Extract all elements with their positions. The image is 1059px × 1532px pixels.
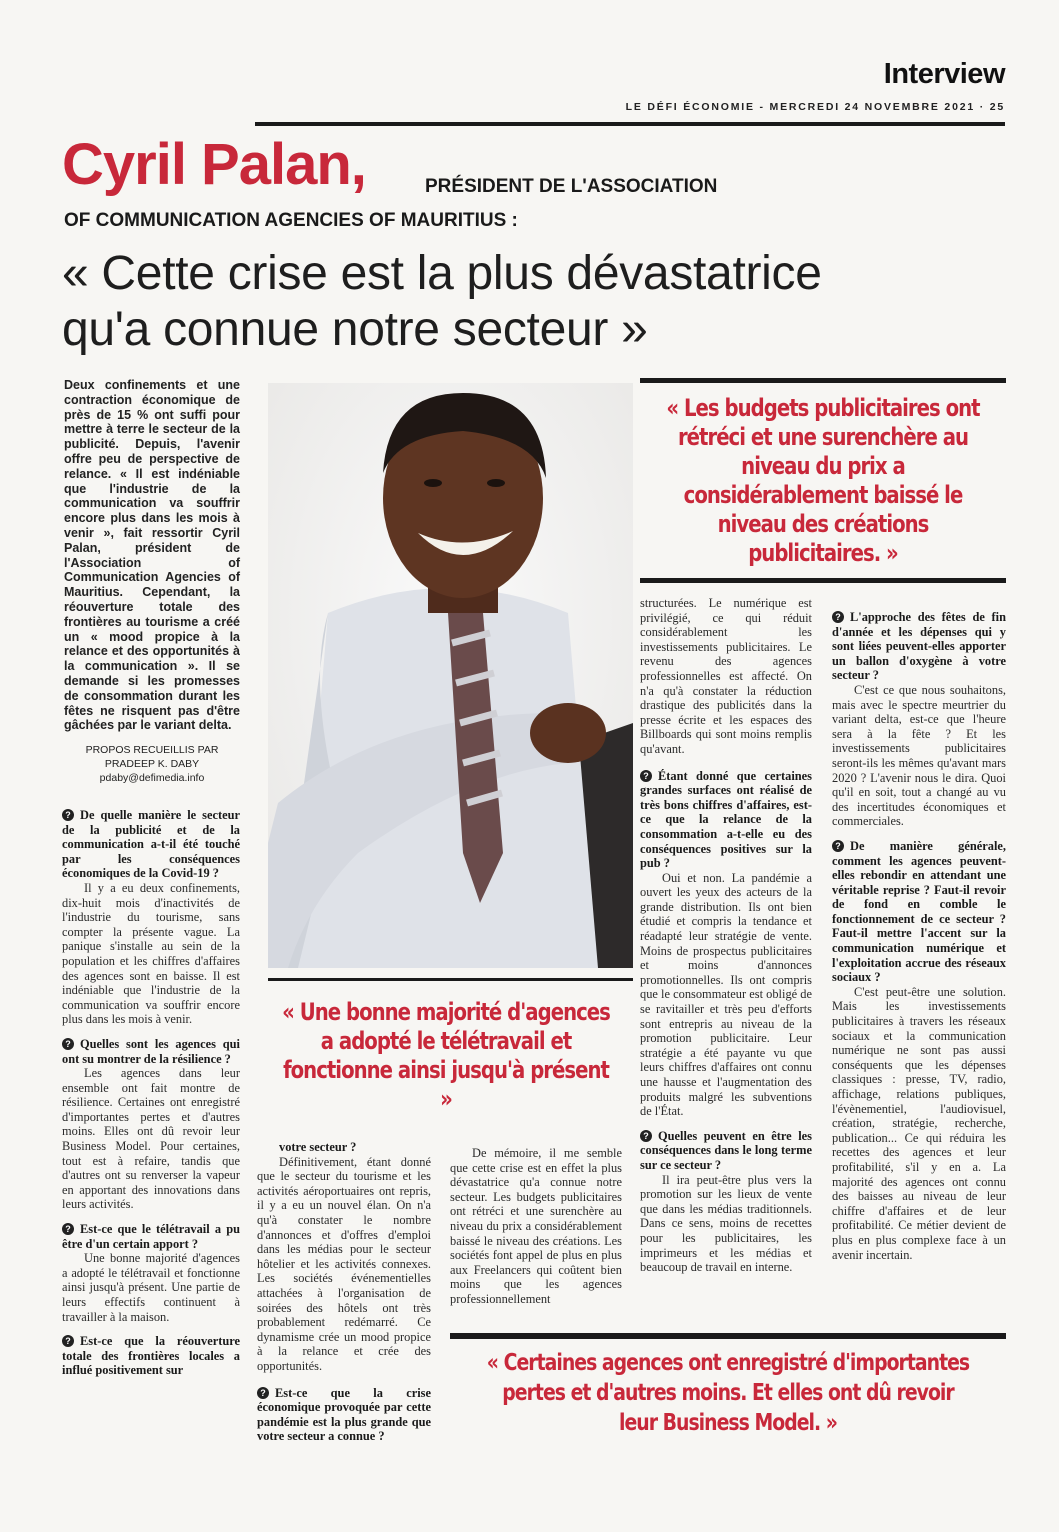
question-icon: ? [832,840,844,852]
interviewee-role-line2: OF COMMUNICATION AGENCIES OF MAURITIUS : [64,210,518,231]
question-8: ? L'approche des fêtes de fin d'année et les dépenses qui y sont liées peuvent-elles apporter un ballon d'oxygène à votre secteur ? [832,610,1006,683]
portrait-photo-icon [268,383,633,968]
column-2 [257,1140,431,1444]
headline [62,246,1022,358]
question-1: ? De quelle manière le secteur de la publicité et de la communication a-t-il été touché par les conséquences économiques de la Covid-19 ? [62,808,240,881]
byline [64,743,240,785]
question-7: ? Quelles peuvent en être les conséquences dans le long terme sur ce secteur ? [640,1128,812,1172]
column-1 [62,808,240,1378]
answer-8: C'est ce que nous souhaitons, mais avec le spectre meurtrier du variant delta, est-ce que l'heure sera à la fête ? Et les investissements publicitaires seront-ils les mêmes qu'avant mars 2020 ? L'avenir nous le dira. Quoi qu'il en soit, tout a changé au vu des incertitudes économiques et commerciales. [832,682,1006,829]
byline-line1: PROPOS RECUEILLIS PAR [85,744,219,756]
photo-rule [268,978,633,981]
question-icon: ? [62,1335,74,1347]
question-icon: ? [832,611,844,623]
question-icon: ? [257,1387,269,1399]
column-4 [640,596,812,1275]
question-icon: ? [62,1223,74,1235]
column-3 [450,1146,622,1307]
question-4: ? Est-ce que la réouverture totale des frontières locales a influé positivement sur [62,1334,240,1378]
pullquote-middle: « Une bonne majorité d'agences a adopté le télétravail et fonctionne ainsi jusqu'à présent » [282,998,610,1113]
pullquote-bottom-rule [450,1333,1006,1339]
answer-5-continued: structurées. Le numérique est privilégié, ce qui réduit considérablement les investissements publicitaires. Le revenu des agences professionnelles est affecté. On n'a qu'à constater la réduction drastique des publicités dans la presse écrite et les espaces des Billboards qui sont moins remplis qu'avant. [640,596,812,756]
header-rule [255,122,1005,126]
pullquote-top-bottom-rule [640,578,1006,583]
pullquote-top-rule [640,378,1006,383]
pullquote-top-right: « Les budgets publicitaires ont rétréci et une surenchère au niveau du prix a considérablement baissé le niveau des créations publicitaires. » [666,394,980,567]
question-icon: ? [640,770,652,782]
answer-4: Définitivement, étant donné que le secteur du tourisme et les activités aéroportuaires ont repris, il y a eu un nouvel élan. On n'a qu'à constater le nombre d'annonces et d'offres d'emploi dans les médias pour le secteur hôtelier et les activités connexes. Les sociétés événementielles attachées à l'organisation de soirées des hôtels ont très probablement redémarré. Ce dynamisme crée un mood propice à la relance et crée des opportunités. [257,1154,431,1373]
headline-line1: « Cette crise est la plus dévastatrice [62,247,822,300]
answer-3: Une bonne majorité d'agences a adopté le télétravail et fonctionne ainsi jusqu'à présent. Une partie de leurs effectifs continuent à travailler à la maison. [62,1251,240,1324]
question-5: ? Est-ce que la crise économique provoquée par cette pandémie est la plus grande que votre secteur a connue ? [257,1385,431,1444]
byline-email: pdaby@defimedia.info [99,772,205,784]
byline-author: PRADEEP K. DABY [104,758,200,770]
question-icon: ? [62,809,74,821]
answer-1: Il y a eu deux confinements, dix-huit mois d'inactivités de l'industrie du tourisme, sans compter la présente vague. La panique s'installe au sein de la population et les chiffres d'affaires des agences sont en baisse. Il est indéniable que l'industrie de la communication va souffrir encore plus dans les mois à venir. [62,880,240,1027]
interviewee-role-line1: PRÉSIDENT DE L'ASSOCIATION [425,176,718,197]
column-5 [832,610,1006,1262]
answer-9: C'est peut-être une solution. Mais les investissements publicitaires à travers les réseaux sociaux et la communication numérique ne sont pas aussi conséquents que les dépenses classiques : presse, TV, radio, affichage, relations publiques, l'évènementiel, l'audiovisuel, création, stratégie, recherche, publication... Ce qui réduira les recettes des agences et leur profitabilité, s'il y en a. La majorité des agences ont connu des baisses au niveau de leur chiffre d'affaires et de leur profitabilité. Ce métier devient de plus en plus complexe face à un avenir incertain. [832,984,1006,1262]
intro-paragraph: Deux confinements et une contraction économique de près de 15 % ont suffi pour mettre à terre le secteur de la publicité. Depuis, l'avenir offre peu de perspective de relance. « Il est indéniable que l'industrie de la communication va souffrir encore plus dans les mois à venir », fait ressortir Cyril Palan, président de l'Association of Communication Agencies of Mauritius. Cependant, la réouverture totale des frontières au tourisme a créé un « mood propice à la relance et des opportunités à la communication ». Il se demande si les promesses de consommation durant les fêtes ne risquent pas d'être gâchées par le variant delta. [64,378,240,733]
question-2: ? Quelles sont les agences qui ont su montrer de la résilience ? [62,1036,240,1066]
pullquote-bottom: « Certaines agences ont enregistré d'importantes pertes et d'autres moins. Et elles ont dû revoir leur Business Model. » [486,1350,970,1436]
portrait-photo [268,383,633,968]
answer-5: De mémoire, il me semble que cette crise est en effet la plus dévastatrice qu'a connue notre secteur. Les budgets publicitaires ont rétréci et une surenchère au niveau du prix a considérablement baissé le niveau des créations. Les sociétés font appel de plus en plus aux Freelancers qui coûtent bien moins que les agences professionnellement [450,1146,622,1306]
question-6: ? Étant donné que certaines grandes surfaces ont réalisé de très bons chiffres d'affaires, est-ce que la relance de la consommation a-t-elle eu des conséquences positives sur la pub ? [640,768,812,871]
answer-7: Il ira peut-être plus vers la promotion sur les lieux de vente que dans les médias traditionnels. Dans ce sens, moins de recettes pour les publicitaires, les imprimeurs et les médias et beaucoup de travail en interne. [640,1172,812,1275]
dateline: LE DÉFI ÉCONOMIE - MERCREDI 24 NOVEMBRE 2021 · 25 [625,101,1005,113]
question-3: ? Est-ce que le télétravail a pu être d'un certain apport ? [62,1222,240,1251]
question-9: ? De manière générale, comment les agences peuvent-elles rebondir en attendant une véritable reprise ? Faut-il revoir de fond en comble le fonctionnement de ce secteur ? Faut-il mettre l'accent sur la communication numérique et l'exploitation accrue des réseaux sociaux ? [832,838,1006,985]
question-icon: ? [640,1130,652,1142]
headline-line2: qu'a connue notre secteur » [62,303,648,356]
answer-6: Oui et non. La pandémie a ouvert les yeux des acteurs de la grande distribution. Ils ont bien étudié et compris la tendance et réadapté leur stratégie de vente. Moins de prospectus publicitaires et moins d'annonces promotionnelles. Ils ont compris que le consommateur est obligé de se ravitailler et très peu d'efforts sont entrepris au niveau de la promotion publicitaire. Leur stratégie a été payante vu que leurs chiffres d'affaires ont connu une hausse et l'augmentation des produits malgré les subventions de l'État. [640,870,812,1119]
question-icon: ? [62,1038,74,1050]
question-4-end: votre secteur ? [279,1140,357,1154]
answer-2: Les agences dans leur ensemble ont fait montre de résilience. Certaines ont enregistré d'importantes pertes et d'autres moins. Elles ont dû revoir leur Business Model. Pour certaines, tout est à refaire, tandis que d'autres ont su renverser la vapeur en apportant des innovations dans leurs activités. [62,1066,240,1212]
section-title: Interview [883,58,1005,90]
interviewee-name: Cyril Palan, [62,132,366,197]
